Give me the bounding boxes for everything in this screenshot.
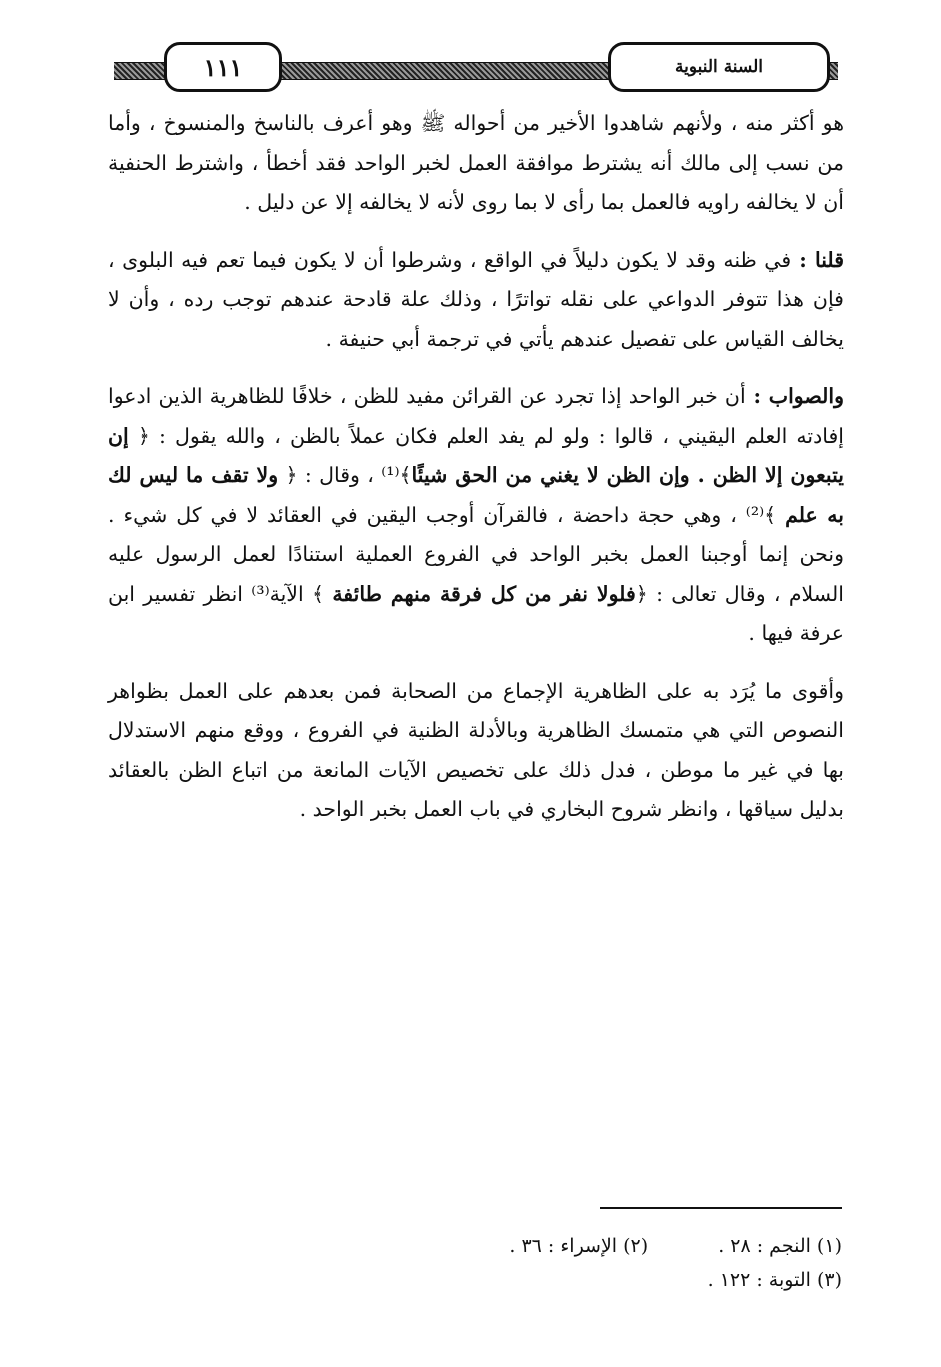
footnote-row — [420, 1229, 842, 1263]
text-segment: ﴾⁽¹⁾ ، وقال : ﴿ — [278, 463, 412, 487]
footnote-separator — [600, 1207, 842, 1209]
footnote: (١) النجم : ٢٨ . — [718, 1235, 842, 1257]
paragraph — [108, 377, 844, 654]
paragraph — [108, 241, 844, 360]
text-segment: هو أكثر منه ، ولأنهم شاهدوا الأخير من أحواله ﷺ وهو أعرف بالناسخ والمنسوخ ، وأما من نسب إلى مالك أنه يشترط موافقة العمل لخبر الواحد فقد أخطأ ، واشترط الحنفية أن لا يخالفه راويه فالعمل بما رأى لا بما روى لأنه لا يخالفه إلا عن دليل . — [108, 111, 844, 214]
footnote-row — [420, 1263, 842, 1297]
running-title: السنة النبوية — [608, 42, 830, 92]
paragraph — [108, 672, 844, 830]
text-segment: في ظنه وقد لا يكون دليلاً في الواقع ، وشرطوا أن لا يكون فيما تعم فيه البلوى ، فإن هذا تتوفر الدواعي على نقله تواترًا ، وذلك علة قادحة عندهم توجب رده ، وأن لا يخالف القياس على تفصيل عندهم يأتي في ترجمة أبي حنيفة . — [108, 247, 844, 351]
text-segment: ﴾⁽²⁾ ، وهي حجة داحضة ، فالقرآن أوجب اليقين في العقائد لا في كل شيء . ونحن إنما أوجبنا العمل بخبر الواحد في الفروع العملية استنادًا لعمل الرسول عليه السلام ، وقال تعالى : ﴿ — [108, 502, 844, 606]
footnote: (٣) التوبة : ١٢٢ . — [707, 1269, 842, 1291]
bold-segment: ولا تقف ما ليس لك به علم — [108, 463, 844, 527]
paragraph — [108, 104, 844, 223]
footnote: (٢) الإسراء : ٣٦ . — [509, 1235, 649, 1257]
footnotes — [420, 1229, 842, 1297]
text-segment: أن خبر الواحد إذا تجرد عن القرائن مفيد للظن ، خلافًا للظاهرية الذين ادعوا إفادته العلم اليقيني ، قالوا : ولو لم يفد العلم فكان عملاً بالظن ، والله يقول : ﴿ — [108, 384, 844, 448]
bold-segment: والصواب : — [745, 384, 844, 408]
main-text — [108, 104, 844, 848]
bold-segment: فلولا نفر من كل فرقة منهم طائفة — [332, 581, 636, 606]
text-segment: وأقوى ما يُرَد به على الظاهرية الإجماع من الصحابة فمن بعدهم على العمل بظواهر النصوص التي هي متمسك الظاهرية وبالأدلة الظنية في الفروع ، ووقع منهم الاستدلال بها في غير ما موطن ، فدل ذلك على تخصيص الآيات المانعة من اتباع الظن بالعقائد بدليل سياقها ، وانظر شروح البخاري في باب العمل بخبر الواحد . — [108, 678, 844, 821]
bold-segment: قلنا : — [791, 247, 844, 272]
page-number: ١١١ — [164, 42, 282, 92]
page-header — [108, 38, 844, 96]
text-segment: ﴾ الآية⁽³⁾ انظر تفسير ابن عرفة فيها . — [108, 581, 844, 645]
bold-segment: إن يتبعون إلا الظن . وإن الظن لا يغني من الحق شيئًا — [108, 423, 844, 487]
